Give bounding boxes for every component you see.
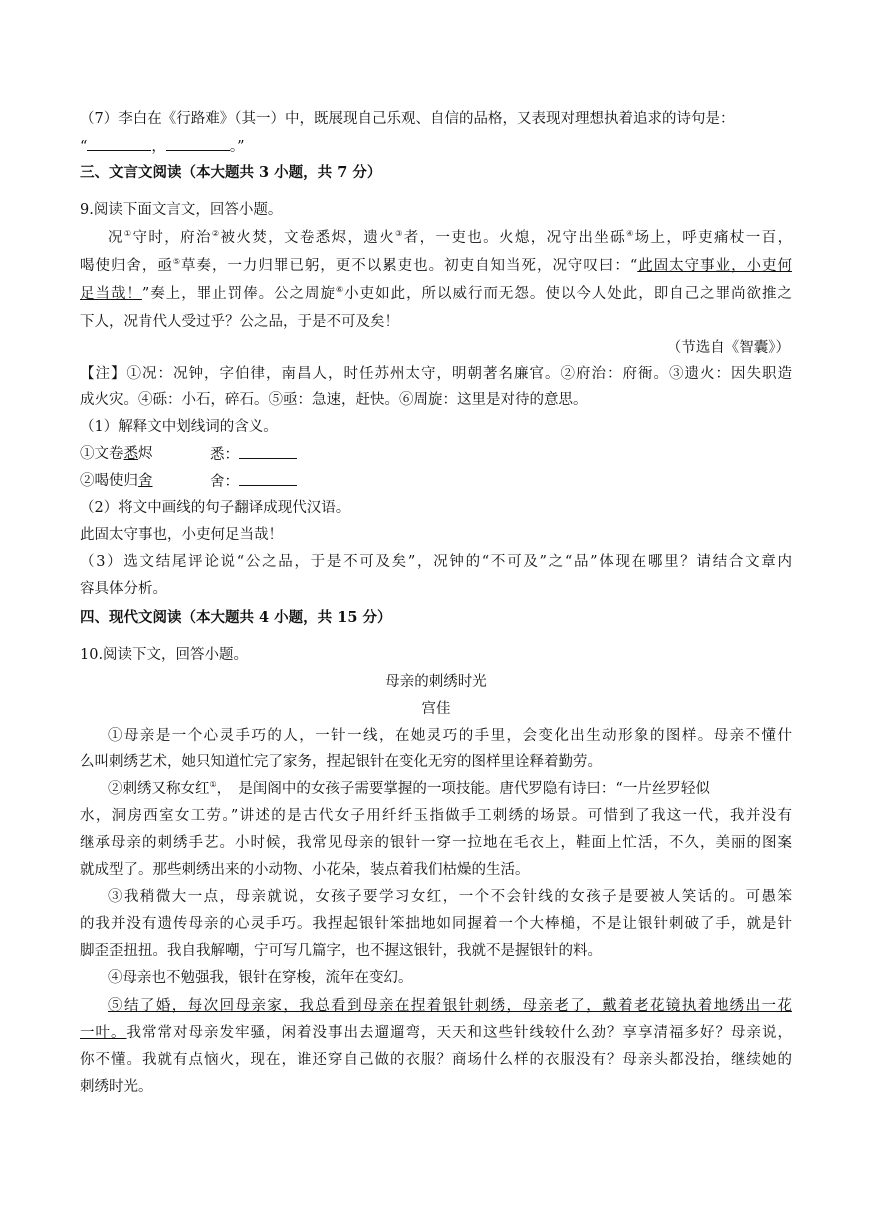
footnote-marker: ④ [626, 229, 635, 239]
article-line [80, 1023, 792, 1043]
underlined-sentence: 此固太守事业，小吏何 [637, 258, 793, 274]
underlined-sentence: ⑤结了婚，每次回母亲家，我总看到母亲在捏着银针刺绣，母亲老了，戴着老花镜执着地绣出一花 [108, 998, 792, 1014]
footnote-marker: ① [123, 229, 133, 239]
article-author: 宫佳 [421, 701, 451, 717]
sub-question-3: （3）选文结尾评论说“公之品，于是不可及矣”，况钟的“不可及”之“品”体现在哪里？请结合文章内 [80, 554, 792, 570]
sub-question-2-sentence: 此固太守事也，小吏何足当哉！ [80, 527, 283, 543]
word-item-1 [80, 444, 153, 464]
section-3-heading: 三、文言文阅读（本大题共 3 小题，共 7 分） [80, 164, 382, 181]
text: 草奏，一力归罪已躬，更不以累吏也。初吏自知当死，况守叹曰：“ [181, 258, 638, 274]
footnote-marker: ⑥ [336, 285, 345, 295]
q10-intro: 10.阅读下文，回答小题。 [80, 647, 249, 663]
note-line: 【注】①况：况钟，字伯律，南昌人，时任苏州太守，明朝著名廉官。②府治：府衙。③遗火：因失职造 [80, 366, 792, 382]
article-line: 么叫刺绣艺术，她只知道忙完了家务，捏起银针在变化无穷的图样里诠释着勤劳。 [80, 754, 602, 770]
article-line: 你不懂。我就有点恼火，现在，谁还穿自己做的衣服？商场什么样的衣服没有？母亲头都没抬，继续她的 [80, 1052, 792, 1068]
underlined-word: 悉 [123, 446, 138, 462]
q7-line1 [80, 109, 792, 129]
article-line: 脚歪歪扭扭。我自我解嘲，宁可写几篇字，也不握这银针，我就不是握银针的料。 [80, 943, 602, 959]
text: ”奏上，罪止罚俸。公之周旋 [141, 286, 337, 302]
article-line [108, 996, 792, 1016]
comma: ， [151, 139, 166, 155]
q7-text: （7）李白在《行路难》（其一）中，既展现自己乐观、自信的品格，又表现对理想执着追求的诗句是： [80, 111, 735, 127]
answer-blank[interactable] [87, 136, 151, 151]
text: 者，一吏也。火熄，况守出坐砾 [403, 230, 627, 246]
sub-question-2: （2）将文中画线的句子翻译成现代汉语。 [80, 500, 351, 516]
footnote-marker: ② [211, 229, 221, 239]
section-4-heading: 四、现代文阅读（本大题共 4 小题，共 15 分） [80, 609, 392, 626]
article-line: 继承母亲的刺绣手艺。小时候，我常见母亲的银针一穿一拉地在毛衣上，鞋面上忙活，不久，美丽的图案 [80, 835, 792, 851]
article-line: 就成型了。那些刺绣出来的小动物、小花朵，装点着我们枯燥的生活。 [80, 862, 530, 878]
text: ①文卷 [80, 446, 124, 462]
article-line: ③我稍微大一点，母亲就说，女孩子要学习女红，一个不会针线的女孩子是要被人笑话的。可愚笨 [108, 889, 792, 905]
underlined-word: 舍 [138, 473, 153, 489]
sub-question-1: （1）解释文中划线词的含义。 [80, 419, 278, 435]
answer-blank[interactable] [239, 444, 297, 459]
q7-line2 [80, 136, 792, 157]
passage-source: （节选自《智囊》） [666, 340, 790, 356]
text: 小吏如此，所以威行而无怨。使以今人处此，即自己之罪尚欲推之 [344, 286, 793, 302]
text: 被火焚，文卷悉烬，遗火 [220, 230, 396, 246]
text: ②喝使归 [80, 473, 138, 489]
text: 守时，府治 [132, 230, 212, 246]
word-item-2 [80, 471, 153, 491]
text: 况 [108, 230, 124, 246]
passage-line [108, 228, 792, 248]
word-answer-2 [210, 471, 297, 492]
text: 我常常对母亲发牢骚，闲着没事出去遛遛弯，天天和这些针线较什么劲？享享清福多好？母亲说， [126, 1025, 792, 1041]
passage-line [80, 284, 792, 304]
article-title: 母亲的刺绣时光 [385, 674, 487, 690]
text: ， 是闺阁中的女孩子需要掌握的一项技能。唐代罗隐有诗曰：“一片丝罗轻似 [216, 781, 710, 797]
passage-line: 下人，况肯代人受过乎？公之品，于是不可及矣！ [80, 314, 399, 330]
footnote-marker: ⑤ [172, 257, 182, 267]
article-line: 刺绣时光。 [80, 1079, 153, 1095]
answer-blank[interactable] [166, 136, 230, 151]
label: 舍： [210, 474, 239, 490]
text: 烬 [138, 446, 153, 462]
footnote-marker: ③ [395, 229, 404, 239]
text: 喝使归舍，亟 [80, 258, 173, 274]
quote-open: “ [80, 139, 88, 155]
underlined-sentence: 足当哉！ [80, 286, 142, 302]
text: 场上，呼吏痛杖一百， [634, 230, 793, 246]
answer-blank[interactable] [239, 471, 297, 486]
text: ②刺绣又称女红 [108, 781, 210, 797]
note-line: 成火灾。④砾：小石，碎石。⑤亟：急速，赶快。⑥周旋：这里是对待的意思。 [80, 392, 588, 408]
q9-intro: 9.阅读下面文言文，回答小题。 [80, 202, 283, 218]
quote-close: 。” [229, 139, 245, 155]
article-line: 的我并没有遗传母亲的心灵手巧。我捏起银针笨拙地如同握着一个大棒槌，不是让银针刺破了手，就是针 [80, 916, 792, 932]
footnote-marker: ① [209, 780, 217, 790]
label: 悉： [210, 447, 239, 463]
article-line: ①母亲是一个心灵手巧的人，一针一线，在她灵巧的手里，会变化出生动形象的图样。母亲不懂什 [108, 728, 792, 744]
passage-line [80, 256, 792, 276]
article-line: ④母亲也不勉强我，银针在穿梭，流年在变幻。 [108, 970, 413, 986]
word-answer-1 [210, 444, 297, 465]
sub-question-3-cont: 容具体分析。 [80, 581, 167, 597]
article-line [108, 779, 792, 799]
underlined-sentence: 一叶。 [80, 1025, 127, 1041]
article-line: 水，洞房西室女工劳。”讲述的是古代女子用纤纤玉指做手工刺绣的场景。可惜到了我这一代，我并没有 [80, 808, 792, 824]
